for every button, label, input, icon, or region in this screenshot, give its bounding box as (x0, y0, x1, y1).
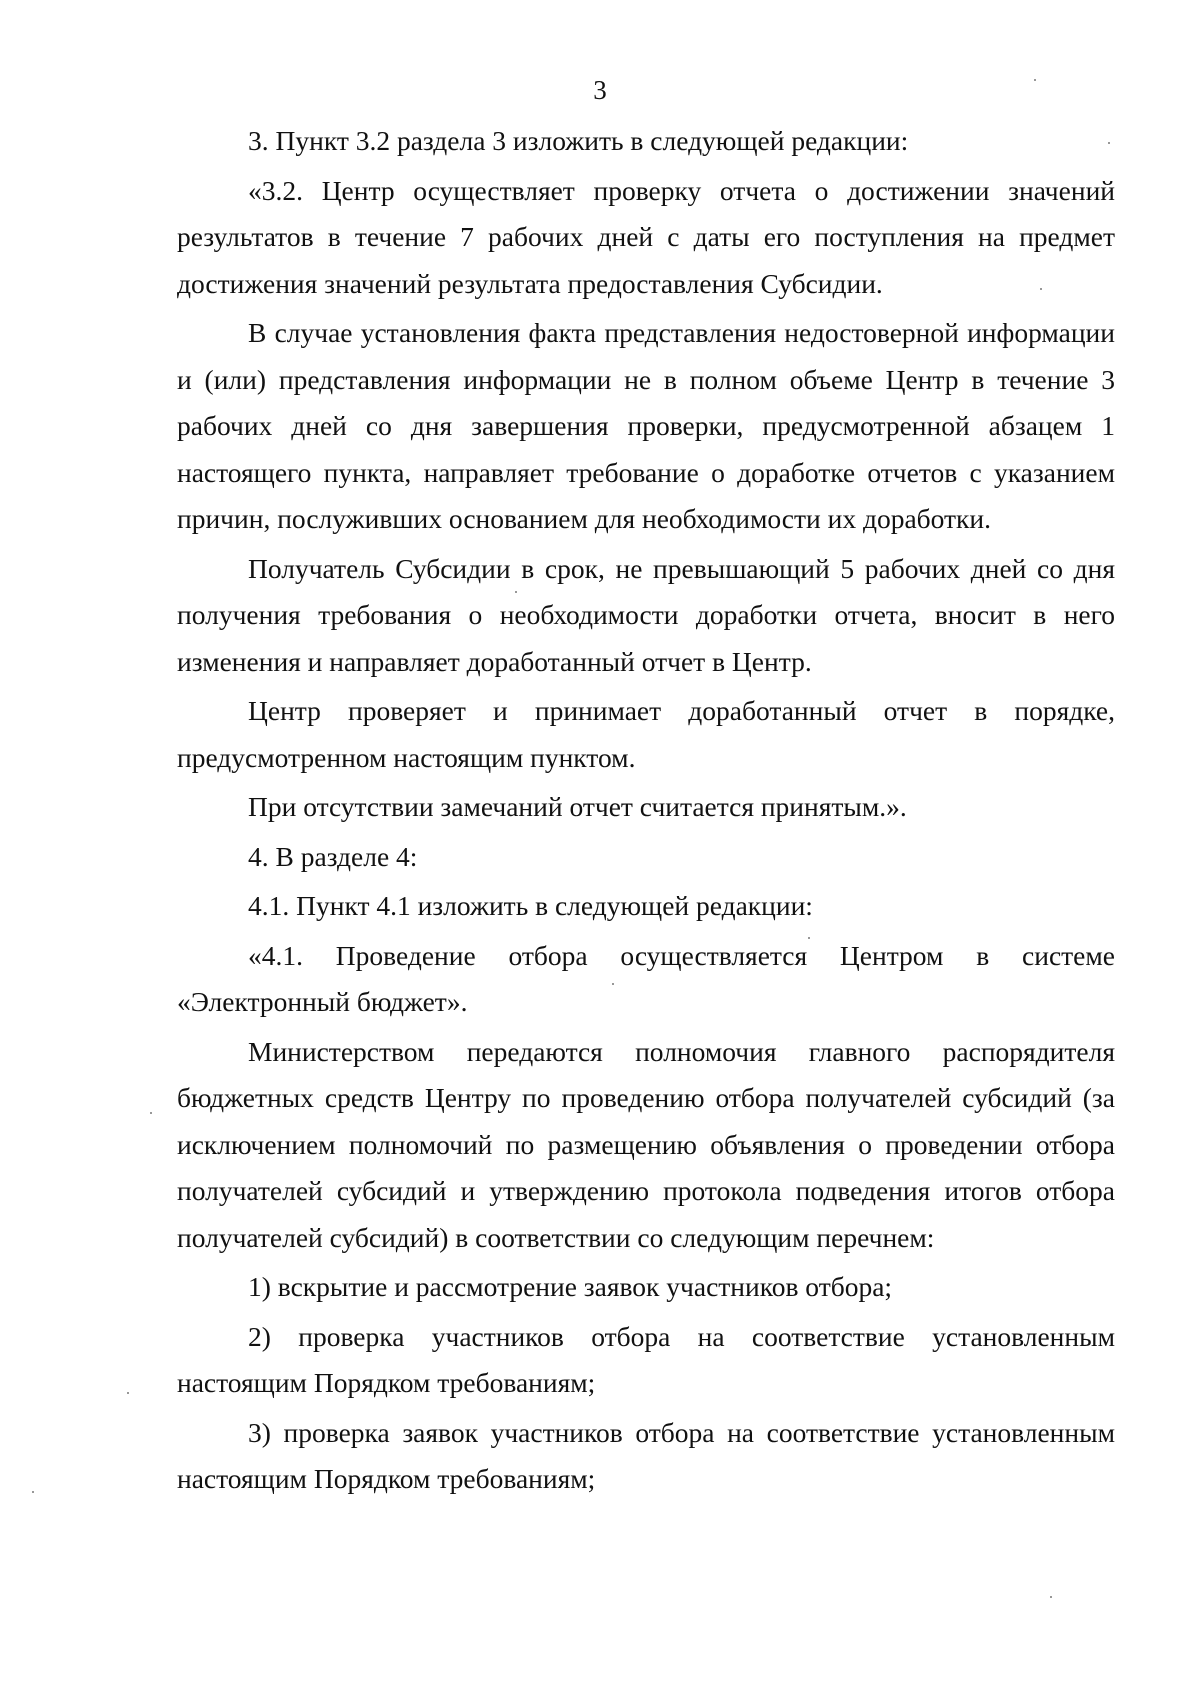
paragraph-2: «3.2. Центр осуществляет проверку отчета о достижении значений результатов в течение 7 рабочих дней с даты его поступления на предмет достижения значений результата предоставления Субсидии. (177, 174, 1115, 299)
scan-speck (612, 983, 614, 985)
paragraph-12: 2) проверка участников отбора на соответствие установленным настоящим Порядком требованиям; (177, 1320, 1115, 1398)
scan-speck (127, 1392, 129, 1394)
paragraph-1: 3. Пункт 3.2 раздела 3 изложить в следующей редакции: (248, 125, 909, 156)
scan-speck (515, 591, 517, 593)
scan-speck (808, 937, 810, 939)
scan-speck (1108, 142, 1110, 144)
scan-speck (1040, 288, 1042, 290)
paragraph-7: 4. В разделе 4: (248, 840, 418, 872)
paragraph-10: Министерством передаются полномочия главного распорядителя бюджетных средств Центру по проведению отбора получателей субсидий (за исключением полномочий по размещению объявления о проведении отбора получателей субсидий и утверждению протокола подведения итогов отбора получателей субсидий) в соответствии со следующим перечнем: (177, 1035, 1115, 1253)
document-body (177, 118, 1115, 1506)
paragraph-3: В случае установления факта представления недостоверной информации и (или) представления информации не в полном объеме Центр в течение 3 рабочих дней со дня завершения проверки, предусмотренной абзацем 1 настоящего пункта, направляет требование о доработке отчетов с указанием причин, послуживших основанием для необходимости их доработки. (177, 317, 1115, 534)
paragraph-9: «4.1. Проведение отбора осуществляется Центром в системе «Электронный бюджет». (177, 939, 1115, 1017)
scan-speck (32, 1491, 34, 1493)
scan-speck (150, 1112, 152, 1114)
scan-speck (1050, 1596, 1052, 1598)
paragraph-13: 3) проверка заявок участников отбора на соответствие установленным настоящим Порядком требованиям; (177, 1416, 1115, 1494)
paragraph-11: 1) вскрытие и рассмотрение заявок участников отбора; (248, 1271, 893, 1302)
paragraph-6: При отсутствии замечаний отчет считается принятым.». (248, 791, 907, 822)
paragraph-8: 4.1. Пункт 4.1 изложить в следующей редакции: (248, 890, 813, 921)
paragraph-5: Центр проверяет и принимает доработанный отчет в порядке, предусмотренном настоящим пунктом. (177, 695, 1115, 773)
paragraph-4: Получатель Субсидии в срок, не превышающий 5 рабочих дней со дня получения требования о необходимости доработки отчета, вносит в него изменения и направляет доработанный отчет в Центр. (177, 552, 1115, 677)
page-number: 3 (593, 75, 607, 105)
scan-speck (1034, 79, 1036, 81)
